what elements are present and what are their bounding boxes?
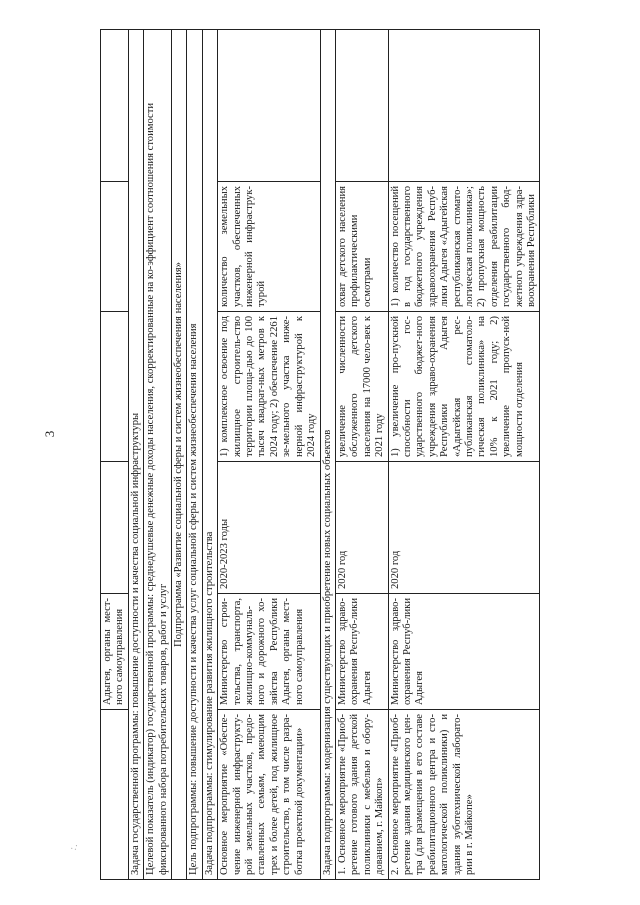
program-task-heading: Задача государственной программы: повышение доступности и качества социальной инфраструктуры xyxy=(128,30,143,880)
subprogram-task-text: Задача подпрограммы: стимулирование развития жилищного строительства xyxy=(202,30,217,880)
table-cell xyxy=(335,30,388,182)
executor-cell: Министерство здраво-охранения Респуб-лики Адыгея xyxy=(335,594,388,710)
subprogram-row xyxy=(172,30,187,880)
term-cell: 2020-2023 годы xyxy=(218,462,320,594)
measure-name-cell: 2. Основное мероприятие «Приоб-ретение здания медицинского цен-тра (для размещения в его составе реабилитационного центра и сто-матологической поликлиники) и здания зуботехнической лаборато-рии в г. Майкопе» xyxy=(388,710,540,880)
table-cell xyxy=(101,30,129,182)
subprogram-title: Подпрограмма «Развитие социальной сферы и систем жизнеобеспечения населения» xyxy=(172,30,187,880)
indicator-cell: количество земельных участков, обеспеченных инженерной инфраструк-турой xyxy=(218,182,320,312)
table-cell xyxy=(101,312,129,462)
target-indicator-text: Целевой показатель (индикатор) государственной программы: среднедушевые денежные доходы населения, скорректированные на ко-эффициент соотношения стоимости фиксированного набора потребительских товаров, работ и услуг xyxy=(144,30,172,880)
table-cell xyxy=(101,182,129,312)
rotated-table-container xyxy=(100,30,574,880)
measure-name-cell: 1. Основное мероприятие «Приоб-ретение готового здания детской поликлиники с мебелью и обору-дованием, г. Майкоп» xyxy=(335,710,388,880)
expected-result-cell: 1) увеличение про-пускной способности гос-ударственного бюджет-ного учреждения здраво-охранения Республики Адыгея «Адыгейская рес-публиканская стоматоло-гическая поликлиника» на 10% к 2021 году; 2) увеличение пропуск-ной мощности отделения xyxy=(388,312,540,462)
term-cell: 2020 год xyxy=(335,462,388,594)
subprogram-task-text: Задача подпрограммы: модернизация существующих и приобретение новых социальных объектов xyxy=(320,30,335,880)
indicator-row xyxy=(144,30,172,880)
subprogram-task-row xyxy=(320,30,335,880)
scan-speck: ·.· xyxy=(68,840,81,854)
indicator-cell: 1) количество посещений в год государственного бюджетного учреждения здравоохранения Респуб-лики Адыгея «Адыгейская республиканская стомато-логическая поликлиника»; 2) пропускная мощность отделения реабилитации государственного бюд-жетного учреждения здра-воохранения Республики xyxy=(388,182,540,312)
subprogram-task-row xyxy=(202,30,217,880)
goal-row xyxy=(128,30,143,880)
table-row xyxy=(218,30,320,880)
table-cell xyxy=(218,30,320,182)
page-number: 3 xyxy=(42,430,57,438)
expected-result-cell: увеличение численности обслуженного детского населения на 17000 чело-век к 2021 году xyxy=(335,312,388,462)
indicator-cell: охват детского населения профилактическими осмотрами xyxy=(335,182,388,312)
table-row xyxy=(335,30,388,880)
table-cell: Адыгея, органы мест-ного самоуправления xyxy=(101,594,129,710)
expected-result-cell: 1) комплексное освоение под жилищное строитель-ство территории площа-дью до 100 тысяч квадрат-ных метров к 2024 году; 2) обеспечение 2261 зе-мельного участка инже-нерной инфраструктурой к 2024 году xyxy=(218,312,320,462)
executor-cell: Министерство здраво-охранения Респуб-лики Адыгея xyxy=(388,594,540,710)
subprogram-goal-row xyxy=(187,30,202,880)
program-table xyxy=(100,29,540,880)
subprogram-goal-text: Цель подпрограммы: повышение доступности и качества услуг социальной сферы и систем жизнеобеспечения населения xyxy=(187,30,202,880)
executor-cell: Министерство строи-тельства, транспорта, жилищно-коммуналь-ного и дорожного хо-зяйства Республики Адыгея, органы мест-ного самоуправления xyxy=(218,594,320,710)
table-cell xyxy=(101,710,129,880)
table-cell xyxy=(388,30,540,182)
table-row xyxy=(388,30,540,880)
header-continuation-row xyxy=(101,30,129,880)
term-cell: 2020 год xyxy=(388,462,540,594)
table-cell xyxy=(101,462,129,594)
measure-name-cell: Основное мероприятие «Обеспе-чение инженерной инфраструкту-рой земельных участков, предо-ставленных семьям, имеющим трех и более детей, под жилищное строительство, в том числе разра-ботка проектной документации» xyxy=(218,710,320,880)
